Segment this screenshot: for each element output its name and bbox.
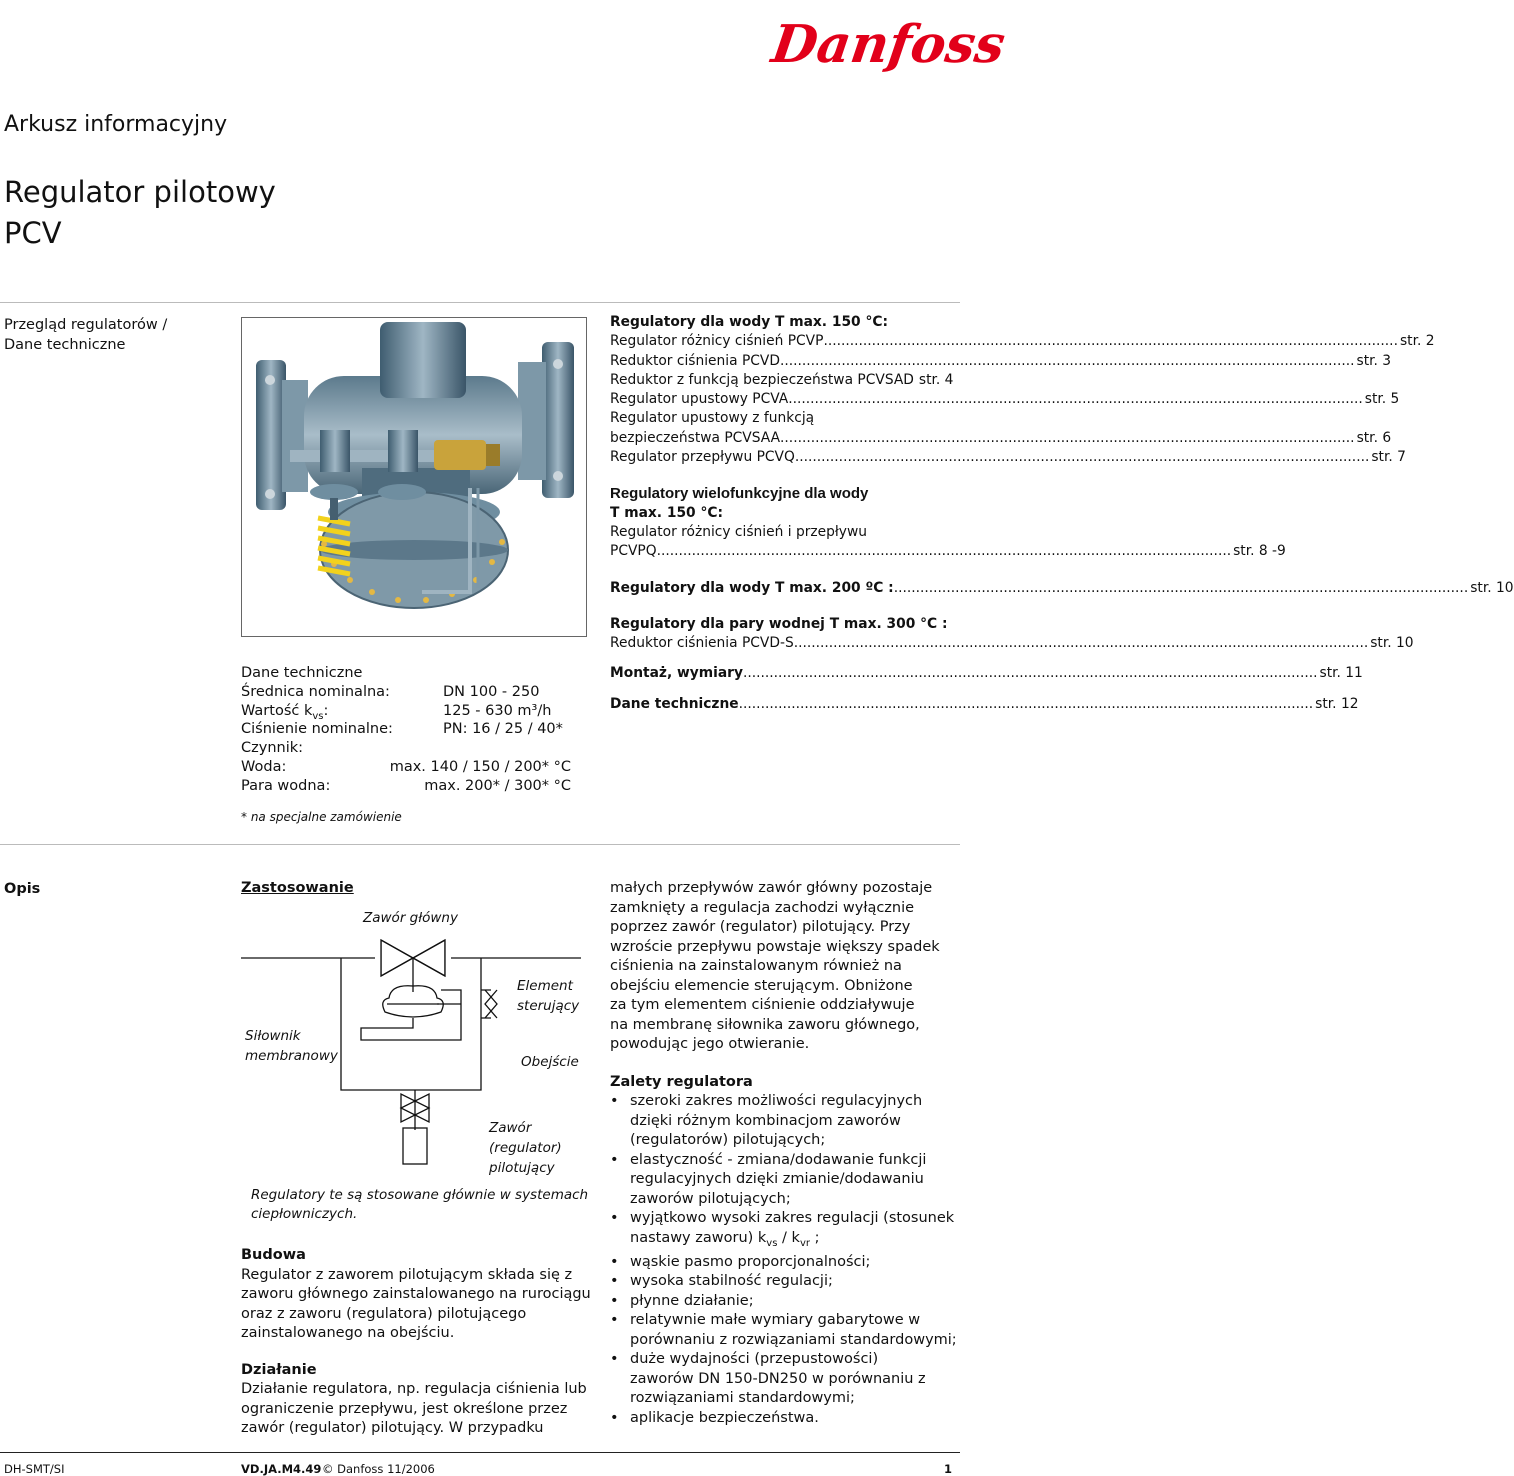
- toc-item[interactable]: Regulator przepływu PCVQ ..... str. 7: [610, 448, 960, 467]
- sheet-type: Arkusz informacyjny: [4, 112, 228, 137]
- tech-row: Ciśnienie nominalne: PN: 16 / 25 / 40*: [241, 721, 563, 738]
- toc-item[interactable]: Reduktor ciśnienia PCVD-S ..... str. 10: [610, 634, 960, 653]
- section-label: Opis: [4, 881, 41, 897]
- toc-item[interactable]: Regulator różnicy ciśnień PCVP ..... str. 2: [610, 332, 960, 351]
- toc-item[interactable]: Regulatory dla wody T max. 200 ºC : ..... str. 10: [610, 579, 960, 598]
- label-main-valve: Zawór główny: [363, 910, 458, 926]
- toc-item[interactable]: Dane techniczne ..... str. 12: [610, 695, 960, 714]
- toc-item: Regulator różnicy ciśnień i przepływu: [610, 523, 867, 540]
- footer-code: VD.JA.M4.49: [241, 1462, 322, 1476]
- product-illustration: [241, 317, 587, 637]
- tech-row: Para wodna: max. 200* / 300* °C: [241, 777, 571, 794]
- list-item: • szeroki zakres możliwości regulacyjnych dzięki różnym kombinacjom zaworów (regulatorów) pilotujących;: [610, 1092, 960, 1151]
- tech-row: Średnica nominalna: DN 100 - 250: [241, 683, 540, 700]
- application-section: [241, 879, 601, 899]
- diagram-caption: Regulatory te są stosowane głównie w systemach ciepłowniczych.: [251, 1187, 589, 1222]
- advantages-list: [610, 1092, 960, 1428]
- list-item: • relatywnie małe wymiary gabarytowe w porównaniu z rozwiązaniami standardowymi;: [610, 1311, 960, 1350]
- toc-item[interactable]: Reduktor ciśnienia PCVD ..... str. 3: [610, 352, 960, 371]
- valve-drawing: [242, 318, 586, 636]
- operation-heading: Działanie: [241, 1361, 317, 1378]
- label-pilot-valve: Zawór: [489, 1120, 532, 1136]
- svg-text:pilotujący: pilotujący: [489, 1160, 555, 1176]
- toc-heading: T max. 150 °C:: [610, 504, 723, 521]
- toc-heading: Regulatory dla wody T max. 150 °C:: [610, 314, 888, 330]
- list-item: • wyjątkowo wysoki zakres regulacji (stosunek nastawy zaworu) $k_{vs} / k_{vr}$ ;: [610, 1209, 960, 1253]
- table-of-contents: [610, 313, 1514, 714]
- svg-text:(regulator): (regulator): [489, 1140, 562, 1156]
- overview-label: Przegląd regulatorów / Dane techniczne: [4, 317, 168, 353]
- construction-section: Budowa Regulator z zaworem pilotującym składa się z zaworu głównego zainstalowanego na rurociągu oraz z zaworu (regulatora) pilotującego zainstalowanego na obejściu. Działanie Działanie regulatora, np. regulacja ciśnienia lub ograniczenie przepływu, jest określone przez zawór (regulator) pilotujący. W przypadku: [241, 1246, 601, 1439]
- toc-item[interactable]: Regulator upustowy PCVA ..... str. 5: [610, 390, 960, 409]
- toc-item[interactable]: PCVPQ ..... str. 8 -9: [610, 542, 960, 561]
- tech-row: Wartość $k_{vs}$: 125 - 630 m³/h: [241, 702, 552, 722]
- mid-divider: [0, 844, 960, 845]
- footer-divider: [0, 1452, 960, 1453]
- list-item: • płynne działanie;: [610, 1292, 960, 1312]
- list-item: • duże wydajności (przepustowości) zaworów DN 150-DN250 w porównaniu z rozwiązaniami standardowymi;: [610, 1350, 960, 1409]
- label-control-element: Element: [517, 978, 573, 994]
- footer-copyright: © Danfoss 11/2006: [322, 1462, 435, 1476]
- advantages-heading: Zalety regulatora: [610, 1073, 753, 1090]
- toc-item[interactable]: Montaż, wymiary ..... str. 11: [610, 664, 960, 683]
- toc-item[interactable]: bezpieczeństwa PCVSAA ..... str. 6: [610, 429, 960, 448]
- schematic-diagram: [241, 900, 581, 1220]
- technical-data: [241, 664, 601, 796]
- page-number: 1: [944, 1462, 953, 1476]
- list-item: • aplikacje bezpieczeństwa.: [610, 1409, 960, 1429]
- toc-item[interactable]: Reduktor z funkcją bezpieczeństwa PCVSAD str. 4: [610, 371, 954, 388]
- application-heading: Zastosowanie: [241, 880, 354, 896]
- top-divider: [0, 302, 960, 303]
- tech-heading: Dane techniczne: [241, 665, 363, 681]
- operation-continued: małych przepływów zawór główny pozostaje zamknięty a regulacja zachodzi wyłącznie poprzez zawór (regulator) pilotujący. Przy wzroście przepływu powstaje większy spadek ciśnienia na zainstalowanym również na obejściu elemencie sterującym. Obniżone za tym elementem ciśnienie oddziaływuje na membranę siłownika zaworu głównego, powodując jego otwieranie. Zalety regulatora • szeroki zakres możliwości regulacyjnych dzięki różnym kombinacjom zaworów (regulatorów) pilotujących; • elastyczność - zmiana/dodawanie funkcji regulacyjnych dzięki zmianie/dodawaniu zaworów pilotujących; • wyjątkowo wysoki zakres regulacji (stosunek nastawy zaworu) $k_{vs} / k_{vr}$ ; • wąskie pasmo proporcjonalności; • wysoka stabilność regulacji; • płynne działanie; • relatywnie małe wymiary gabarytowe w porównaniu z rozwiązaniami standardowymi; • duże wydajności (przepustowości) zaworów DN 150-DN250 w porównaniu z rozwiązaniami standardowymi; • aplikacje bezpieczeństwa.: [610, 879, 960, 1428]
- toc-heading: Regulatory dla pary wodnej T max. 300 °C :: [610, 615, 948, 632]
- svg-text:sterujący: sterujący: [517, 998, 580, 1014]
- toc-item[interactable]: Regulator upustowy z funkcją: [610, 410, 815, 427]
- svg-text:Danfoss: Danfoss: [768, 14, 1009, 75]
- toc-heading: Regulatory wielofunkcyjne dla wody: [610, 485, 869, 503]
- danfoss-logo: [768, 4, 1009, 78]
- list-item: • wysoka stabilność regulacji;: [610, 1272, 960, 1292]
- footnote: * na specjalne zamówienie: [241, 810, 402, 824]
- label-actuator: Siłownik: [245, 1028, 301, 1044]
- svg-text:membranowy: membranowy: [245, 1048, 338, 1064]
- footer-department: DH-SMT/SI: [4, 1462, 65, 1476]
- tech-row: Czynnik:: [241, 740, 304, 757]
- construction-heading: Budowa: [241, 1247, 306, 1263]
- tech-row: Woda: max. 140 / 150 / 200* °C: [241, 758, 571, 775]
- page-title: Regulator pilotowy PCV: [4, 175, 276, 250]
- list-item: • elastyczność - zmiana/dodawanie funkcji regulacyjnych dzięki zmianie/dodawaniu zaworów pilotujących;: [610, 1151, 960, 1210]
- label-bypass: Obejście: [521, 1054, 579, 1070]
- list-item: • wąskie pasmo proporcjonalności;: [610, 1253, 960, 1273]
